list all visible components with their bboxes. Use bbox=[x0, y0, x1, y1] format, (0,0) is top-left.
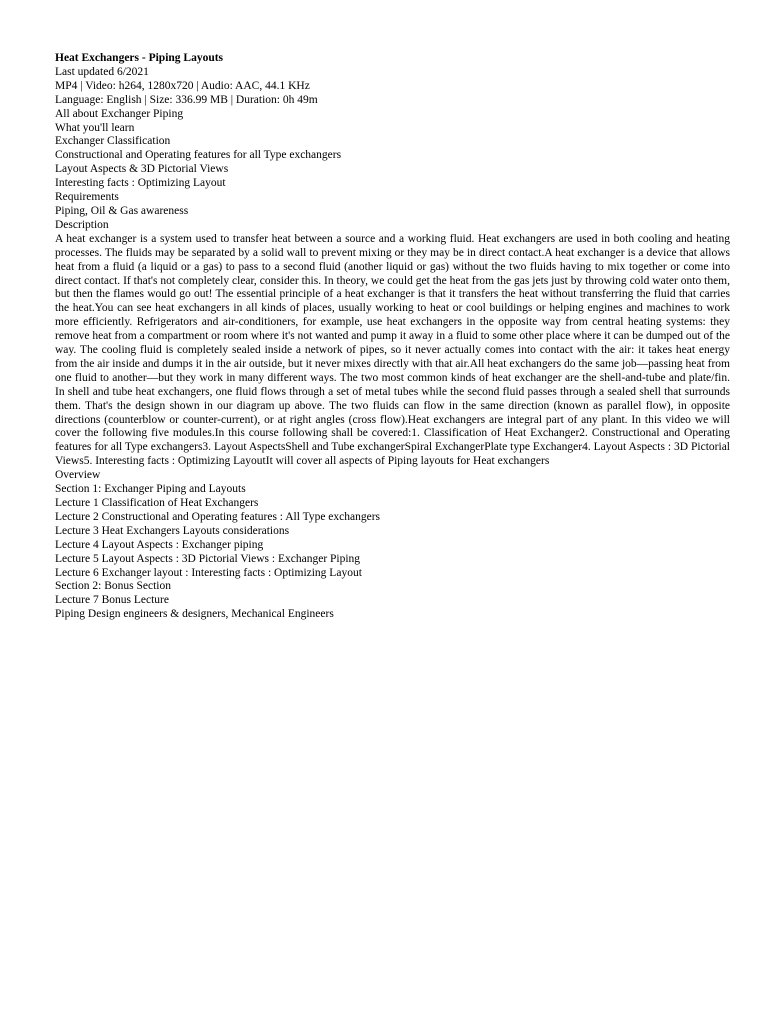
requirements-heading: Requirements bbox=[55, 191, 119, 204]
page-title: Heat Exchangers - Piping Layouts bbox=[55, 52, 224, 64]
overview-item: Lecture 5 Layout Aspects : 3D Pictorial Views : Exchanger Piping bbox=[55, 552, 361, 565]
overview-item: Lecture 6 Exchanger layout : Interesting facts : Optimizing Layout bbox=[55, 566, 362, 579]
course-tagline: All about Exchanger Piping bbox=[55, 107, 184, 120]
target-audience: Piping Design engineers & designers, Mechanical Engineers bbox=[55, 608, 334, 621]
description-heading: Description bbox=[55, 218, 109, 231]
overview-heading: Overview bbox=[55, 469, 101, 482]
description-text: A heat exchanger is a system used to transfer heat between a source and a working fluid. Heat exchangers are used in both cooling and heating processes. The fluids may be separated by a solid wall to prevent mixing or they may be in direct contact.A heat exchanger is a device that allows heat from a fluid (a liquid or a gas) to pass to a second fluid (another liquid or gas) without the two fluids having to mix together or come into direct contact. If that's not completely clear, consider this. In theory, we could get the heat from the gas jets just by throwing cold water onto them, but then the flames would go out! The essential principle of a heat exchanger is that it transfers the heat without transferring the fluid that carries the heat.You can see heat exchangers in all kinds of places, usually working to heat or cool buildings or helping engines and machines to work more efficiently. Refrigerators and air-conditioners, for example, use heat exchangers in the opposite way from central heating systems: they remove heat from a compartment or room where it's not wanted and pump it away in a fluid to some other place where it can be dumped out of the way. The cooling fluid is completely sealed inside a network of pipes, so it never actually comes into contact with the air: it takes heat energy from the air inside and dumps it in the air outside, but it never mixes directly with that air.All heat exchangers do the same job—passing heat from one fluid to another—but they work in many different ways. The two most common kinds of heat exchanger are the shell-and-tube and plate/fin. In shell and tube heat exchangers, one fluid flows through a set of metal tubes while the second fluid passes through a sealed shell that surrounds them. That's the design shown in our diagram up above. The two fluids can flow in the same direction (known as parallel flow), in opposite directions (counterblow or counter-current), or at right angles (cross flow).Heat exchangers are integral part of any plant. In this video we will cover the following five modules.In this course following shall be covered:1. Classification of Heat Exchanger2. Constructional and Operating features for all Type exchangers3. Layout AspectsShell and Tube exchangerSpiral ExchangerPlate type Exchanger4. Layout Aspects : 3D Pictorial Views5. Interesting facts : Optimizing LayoutIt will cover all aspects of Piping layouts for Heat exchangers bbox=[55, 232, 730, 468]
last-updated: Last updated 6/2021 bbox=[55, 65, 149, 78]
overview-item: Section 2: Bonus Section bbox=[55, 580, 171, 593]
overview-item: Lecture 2 Constructional and Operating features : All Type exchangers bbox=[55, 510, 381, 523]
learn-heading: What you'll learn bbox=[55, 121, 135, 134]
language-info: Language: English | Size: 336.99 MB | Duration: 0h 49m bbox=[55, 93, 318, 106]
media-info: MP4 | Video: h264, 1280x720 | Audio: AAC, 44.1 KHz bbox=[55, 79, 310, 92]
overview-item: Lecture 3 Heat Exchangers Layouts considerations bbox=[55, 524, 290, 537]
learn-item: Interesting facts : Optimizing Layout bbox=[55, 177, 226, 190]
learn-item: Layout Aspects & 3D Pictorial Views bbox=[55, 163, 229, 176]
document-body bbox=[55, 52, 730, 622]
overview-item: Section 1: Exchanger Piping and Layouts bbox=[55, 483, 246, 496]
overview-item: Lecture 1 Classification of Heat Exchangers bbox=[55, 497, 259, 509]
overview-item: Lecture 4 Layout Aspects : Exchanger piping bbox=[55, 538, 264, 551]
learn-item: Exchanger Classification bbox=[55, 135, 171, 148]
learn-item: Constructional and Operating features for all Type exchangers bbox=[55, 149, 342, 162]
overview-item: Lecture 7 Bonus Lecture bbox=[55, 594, 169, 607]
requirement-item: Piping, Oil & Gas awareness bbox=[55, 204, 189, 217]
